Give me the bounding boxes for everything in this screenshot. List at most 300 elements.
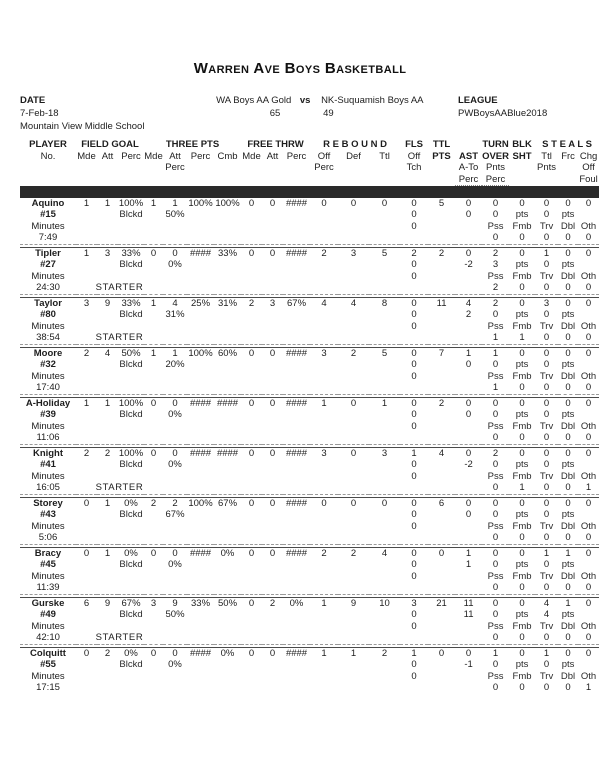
- empty-cell: [241, 259, 262, 271]
- empty-cell: [578, 559, 599, 571]
- col-subheader-no: No.: [40, 150, 56, 162]
- pts-label: pts: [561, 309, 575, 320]
- table-row: [20, 347, 599, 359]
- breakdown-label: Dbl: [560, 670, 576, 682]
- empty-cell: [455, 332, 482, 344]
- breakdown-label: Trv: [539, 420, 554, 432]
- empty-cell: [76, 221, 97, 233]
- empty-cell: [428, 209, 455, 221]
- stat-cell: 0%: [168, 259, 182, 270]
- col-subheader: Mde: [77, 150, 96, 162]
- empty-cell: [97, 671, 118, 683]
- stat-cell: ####: [285, 347, 308, 359]
- stat-cell: 0: [519, 532, 525, 543]
- stat-cell: 1: [321, 597, 327, 609]
- empty-cell: [262, 421, 283, 433]
- breakdown-label: Dbl: [560, 570, 576, 582]
- stat-cell: 0: [83, 497, 90, 509]
- breakdown-label: Pss: [487, 220, 504, 232]
- empty-cell: [144, 421, 163, 433]
- empty-cell: [97, 309, 118, 321]
- stat-cell: 2: [492, 282, 499, 293]
- stat-cell: 0: [543, 559, 550, 570]
- empty-cell: [455, 632, 482, 644]
- breakdown-label: Pss: [487, 320, 504, 332]
- empty-cell: [262, 174, 283, 186]
- empty-cell: [428, 521, 455, 533]
- empty-cell: [338, 271, 369, 283]
- stat-cell: 1: [83, 247, 90, 259]
- col-header-steals: S T E A L S: [542, 139, 592, 150]
- blocked-label: Blckd: [119, 209, 143, 220]
- stat-cell: 33%: [121, 247, 141, 259]
- col-subheader-perc: Perc: [165, 162, 185, 173]
- stat-cell: 1: [172, 197, 178, 209]
- table-row: [20, 497, 599, 509]
- stat-cell: 0: [585, 397, 592, 409]
- blocked-label: Blckd: [119, 309, 143, 320]
- empty-cell: [214, 609, 241, 621]
- empty-cell: [400, 482, 428, 494]
- stat-cell: 0: [492, 232, 499, 243]
- col-subheader: Chg: [579, 150, 598, 162]
- stat-cell: 0: [269, 447, 276, 459]
- empty-cell: [428, 421, 455, 433]
- empty-cell: [163, 232, 187, 244]
- stat-cell: -2: [464, 259, 473, 270]
- minutes-value: 16:05: [36, 482, 60, 493]
- stat-cell: 0: [543, 397, 550, 409]
- stat-cell: 0: [492, 509, 499, 520]
- stat-cell: ####: [189, 397, 212, 409]
- empty-cell: [262, 632, 283, 644]
- stat-cell: 1: [519, 332, 525, 343]
- empty-cell: [214, 221, 241, 233]
- empty-cell: [428, 659, 455, 671]
- breakdown-label: Trv: [539, 320, 554, 332]
- matchup-block: [200, 94, 458, 133]
- empty-cell: [97, 371, 118, 383]
- stat-cell: 0: [350, 197, 357, 209]
- empty-cell: [283, 162, 310, 174]
- empty-cell: [338, 221, 369, 233]
- table-row: [20, 432, 599, 444]
- minutes-value: 17:15: [36, 682, 60, 693]
- minutes-label: Minutes: [31, 670, 65, 682]
- stat-cell: 0: [465, 247, 472, 259]
- empty-cell: [578, 659, 599, 671]
- empty-cell: [310, 682, 338, 694]
- empty-cell: [283, 482, 310, 494]
- player-number: #39: [40, 409, 56, 420]
- empty-cell: [283, 174, 310, 186]
- empty-cell: [369, 359, 400, 371]
- empty-cell: [338, 421, 369, 433]
- stat-cell: 0%: [124, 547, 138, 559]
- empty-cell: [400, 332, 428, 344]
- blocked-label: Blckd: [119, 609, 143, 620]
- stat-cell: 2: [321, 247, 327, 259]
- stat-cell: 0: [83, 647, 90, 659]
- empty-cell: [262, 559, 283, 571]
- empty-cell: [241, 482, 262, 494]
- empty-cell: [369, 382, 400, 394]
- stat-cell: 2: [492, 297, 499, 309]
- empty-cell: [455, 671, 482, 683]
- stat-cell: 1: [150, 347, 157, 359]
- empty-cell: [310, 271, 338, 283]
- empty-cell: [187, 282, 214, 294]
- col-subheader: Ttl: [379, 150, 390, 162]
- stat-cell: 0%: [124, 647, 138, 659]
- minutes-label: Minutes: [31, 570, 65, 582]
- empty-cell: [144, 471, 163, 483]
- empty-cell: [241, 209, 262, 221]
- stat-cell: 50%: [165, 209, 185, 220]
- empty-cell: [338, 559, 369, 571]
- stat-cell: 0: [543, 232, 550, 243]
- empty-cell: [400, 282, 428, 294]
- breakdown-label: Fmb: [512, 370, 532, 382]
- col-subheader-off: Off: [582, 162, 595, 173]
- empty-cell: [163, 421, 187, 433]
- col-subheader-foul: Foul: [579, 173, 598, 185]
- total-points-cell: 6: [438, 497, 445, 509]
- empty-cell: [369, 621, 400, 633]
- stat-cell: 0: [565, 332, 571, 343]
- stat-cell: 67%: [287, 297, 307, 309]
- empty-cell: [187, 632, 214, 644]
- empty-cell: [283, 271, 310, 283]
- stat-cell: 1: [381, 397, 388, 409]
- stat-cell: 10: [379, 597, 390, 609]
- table-row: [20, 247, 599, 259]
- stat-cell: 0: [411, 270, 417, 282]
- table-row: [20, 582, 599, 594]
- stat-cell: 2: [83, 447, 90, 459]
- empty-cell: [214, 382, 241, 394]
- empty-cell: [338, 409, 369, 421]
- col-subheader-ast: AST: [459, 150, 479, 162]
- empty-cell: [187, 371, 214, 383]
- breakdown-label: Fmb: [512, 620, 532, 632]
- stat-cell: 0%: [168, 459, 182, 470]
- stat-cell: 0: [492, 547, 499, 559]
- stat-cell: 3: [321, 347, 327, 359]
- starter-flag: STARTER: [95, 632, 144, 643]
- table-row: [20, 521, 599, 533]
- empty-cell: [76, 621, 97, 633]
- empty-cell: [187, 509, 214, 521]
- stat-cell: ####: [285, 247, 308, 259]
- empty-cell: [455, 232, 482, 244]
- player-number: #32: [40, 359, 56, 370]
- breakdown-label: Pss: [487, 520, 504, 532]
- table-row: [20, 371, 599, 383]
- stat-cell: 3: [543, 297, 550, 309]
- stat-cell: 9: [104, 597, 111, 609]
- player-name: Storey: [33, 497, 63, 509]
- divider-line: [20, 186, 599, 198]
- empty-cell: [241, 671, 262, 683]
- empty-cell: [369, 232, 400, 244]
- empty-cell: [241, 232, 262, 244]
- empty-cell: [283, 559, 310, 571]
- stat-cell: 0: [492, 682, 499, 693]
- stat-cell: 4: [465, 297, 472, 309]
- stat-cell: 9: [104, 297, 111, 309]
- empty-cell: [400, 582, 428, 594]
- stat-cell: 1: [150, 197, 157, 209]
- table-row: [20, 221, 599, 233]
- empty-cell: [428, 174, 455, 186]
- breakdown-label: Dbl: [560, 420, 576, 432]
- empty-cell: [214, 282, 241, 294]
- col-subheader: Mde: [242, 150, 261, 162]
- stat-cell: 0: [585, 282, 592, 293]
- empty-cell: [97, 621, 118, 633]
- stat-cell: 0: [565, 232, 571, 243]
- empty-cell: [97, 421, 118, 433]
- empty-cell: [76, 682, 163, 694]
- empty-cell: [369, 632, 400, 644]
- empty-cell: [262, 409, 283, 421]
- stat-cell: ####: [285, 447, 308, 459]
- stat-cell: 2: [350, 347, 357, 359]
- stat-cell: 0: [543, 409, 550, 420]
- player-name: Tipler: [35, 247, 61, 259]
- stat-cell: 0: [565, 497, 571, 509]
- header-divider: [20, 186, 599, 198]
- stat-cell: 1: [465, 559, 472, 570]
- stat-cell: 0: [543, 209, 550, 220]
- empty-cell: [338, 259, 369, 271]
- stat-cell: 0%: [220, 647, 235, 659]
- empty-cell: [163, 671, 187, 683]
- empty-cell: [369, 371, 400, 383]
- empty-cell: [428, 321, 455, 333]
- empty-cell: [283, 282, 310, 294]
- stat-cell: 0: [381, 497, 388, 509]
- stat-cell: 0: [465, 397, 472, 409]
- empty-cell: [214, 509, 241, 521]
- empty-cell: [369, 459, 400, 471]
- col-subheader-pts: PTS: [432, 150, 451, 162]
- col-subheader: Mde: [144, 150, 163, 162]
- empty-cell: [455, 421, 482, 433]
- stat-cell: 0: [492, 582, 499, 593]
- player-number: #41: [40, 459, 56, 470]
- stat-cell: 0: [269, 247, 276, 259]
- stat-cell: 1: [465, 347, 472, 359]
- pts-label: pts: [561, 509, 575, 520]
- empty-cell: [369, 571, 400, 583]
- stat-cell: 67%: [218, 497, 238, 509]
- empty-cell: [241, 421, 262, 433]
- empty-cell: [310, 482, 338, 494]
- empty-cell: [310, 359, 338, 371]
- stat-cell: 0: [565, 482, 571, 493]
- empty-cell: [118, 162, 144, 174]
- table-row: [20, 382, 599, 394]
- empty-cell: [214, 471, 241, 483]
- empty-cell: [310, 174, 338, 186]
- stat-cell: ####: [285, 497, 308, 509]
- empty-cell: [338, 162, 369, 174]
- empty-cell: [187, 432, 214, 444]
- minutes-label: Minutes: [31, 220, 65, 232]
- empty-cell: [262, 359, 283, 371]
- minutes-label: Minutes: [31, 420, 65, 432]
- empty-cell: [455, 282, 482, 294]
- empty-cell: [163, 521, 187, 533]
- stat-cell: ####: [216, 447, 239, 459]
- empty-cell: [455, 682, 482, 694]
- stat-cell: 0: [321, 197, 327, 209]
- stat-cell: -1: [464, 659, 473, 670]
- empty-cell: [187, 232, 214, 244]
- pts-label: pts: [561, 609, 575, 620]
- empty-cell: [241, 221, 262, 233]
- table-row: [20, 397, 599, 409]
- empty-cell: [76, 521, 97, 533]
- stat-cell: 0: [585, 547, 592, 559]
- away-team-name: NK-Suquamish Boys AA: [321, 95, 424, 106]
- empty-cell: [338, 482, 369, 494]
- empty-cell: [338, 282, 369, 294]
- empty-cell: [187, 471, 214, 483]
- pts-label: pts: [515, 659, 529, 670]
- empty-cell: [310, 471, 338, 483]
- empty-cell: [214, 421, 241, 433]
- stat-cell: 0: [519, 197, 525, 209]
- pts-label: pts: [561, 359, 575, 370]
- empty-cell: [428, 409, 455, 421]
- breakdown-label: Pss: [487, 470, 504, 482]
- breakdown-label: Trv: [539, 220, 554, 232]
- empty-cell: [187, 162, 214, 174]
- col-header-free-throw: FREE THRW: [247, 139, 304, 150]
- league-block: [458, 94, 600, 133]
- stat-cell: 2: [172, 497, 178, 509]
- stat-cell: 1: [411, 447, 417, 459]
- empty-cell: [118, 521, 144, 533]
- stat-cell: 1: [519, 482, 525, 493]
- empty-cell: [310, 609, 338, 621]
- empty-cell: [163, 321, 187, 333]
- stat-cell: 2: [104, 447, 111, 459]
- stat-cell: 0: [543, 497, 550, 509]
- starter-flag: STARTER: [95, 482, 144, 493]
- stat-cell: ####: [285, 397, 308, 409]
- stat-cell: 0: [248, 647, 255, 659]
- empty-cell: [241, 682, 262, 694]
- empty-cell: [369, 659, 400, 671]
- stat-cell: 0: [492, 197, 499, 209]
- breakdown-label: Dbl: [560, 320, 576, 332]
- empty-cell: [163, 282, 187, 294]
- empty-cell: [187, 221, 214, 233]
- breakdown-label: Fmb: [512, 520, 532, 532]
- stat-cell: 0: [492, 559, 499, 570]
- empty-cell: [455, 221, 482, 233]
- empty-cell: [214, 321, 241, 333]
- stat-cell: 0: [492, 397, 499, 409]
- stat-cell: 0: [411, 370, 417, 382]
- home-team-name: WA Boys AA Gold: [216, 95, 292, 106]
- empty-cell: [455, 582, 482, 594]
- empty-cell: [241, 609, 262, 621]
- empty-cell: [76, 571, 97, 583]
- breakdown-label: Oth: [580, 670, 597, 682]
- stat-cell: 1: [543, 247, 550, 259]
- stat-cell: 1: [350, 647, 357, 659]
- empty-cell: [310, 432, 338, 444]
- empty-cell: [144, 321, 163, 333]
- empty-cell: [214, 621, 241, 633]
- stat-cell: 0: [492, 432, 499, 443]
- empty-cell: [369, 521, 400, 533]
- empty-cell: [187, 609, 214, 621]
- table-row: [20, 571, 599, 583]
- empty-cell: [187, 459, 214, 471]
- empty-cell: [241, 471, 262, 483]
- empty-cell: [428, 559, 455, 571]
- stat-cell: 0: [269, 197, 276, 209]
- stat-cell: 0: [565, 282, 571, 293]
- col-subheader: Off: [407, 150, 421, 162]
- empty-cell: [455, 521, 482, 533]
- empty-cell: [262, 221, 283, 233]
- empty-cell: [455, 382, 482, 394]
- empty-cell: [369, 682, 400, 694]
- empty-cell: [428, 609, 455, 621]
- breakdown-label: Pss: [487, 420, 504, 432]
- col-header-fouls: FLS: [405, 139, 424, 150]
- empty-cell: [369, 162, 400, 174]
- stat-cell: 0: [321, 497, 327, 509]
- blocked-label: Blckd: [119, 459, 143, 470]
- table-row: [20, 447, 599, 459]
- empty-cell: [428, 359, 455, 371]
- empty-cell: [283, 432, 310, 444]
- empty-cell: [118, 471, 144, 483]
- empty-cell: [578, 509, 599, 521]
- col-subheader: Att: [169, 150, 181, 162]
- empty-cell: [163, 532, 187, 544]
- col-subheader: Ttl: [541, 150, 552, 162]
- empty-cell: [76, 671, 97, 683]
- empty-cell: [310, 671, 338, 683]
- empty-cell: [241, 459, 262, 471]
- stat-cell: 60%: [218, 347, 238, 359]
- stat-cell: 1: [565, 597, 571, 609]
- stat-cell: 0: [585, 447, 592, 459]
- stat-cell: 0: [585, 532, 592, 543]
- empty-cell: [163, 371, 187, 383]
- col-subheader-pnts: Pnts: [486, 162, 506, 173]
- empty-cell: [187, 271, 214, 283]
- empty-cell: [76, 432, 163, 444]
- stat-cell: 0: [585, 297, 592, 309]
- empty-cell: [369, 209, 400, 221]
- empty-cell: [338, 459, 369, 471]
- breakdown-label: Fmb: [512, 270, 532, 282]
- stat-cell: 0: [519, 347, 525, 359]
- stat-cell: 0: [519, 497, 525, 509]
- empty-cell: [369, 321, 400, 333]
- stat-cell: 100%: [215, 197, 240, 209]
